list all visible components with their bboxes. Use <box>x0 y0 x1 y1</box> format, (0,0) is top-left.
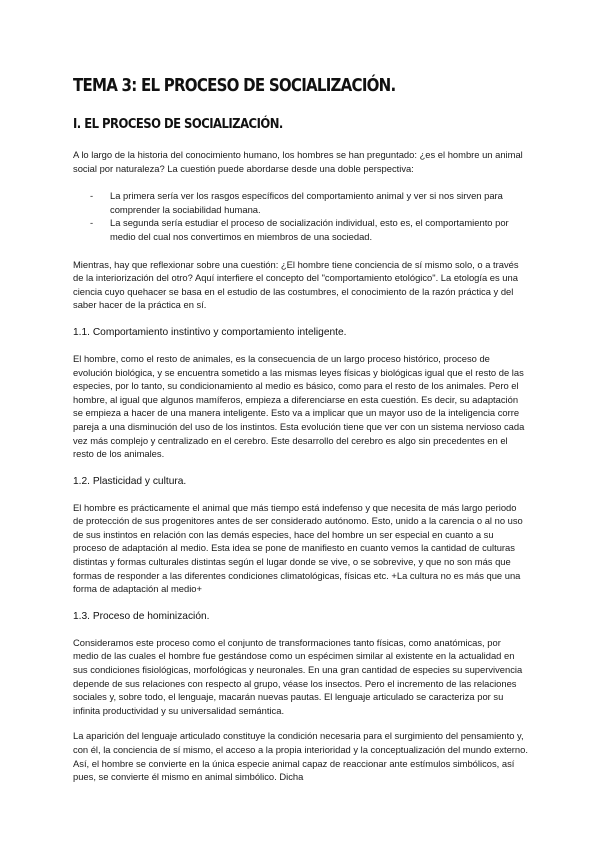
intro-paragraph: A lo largo de la historia del conocimiento humano, los hombres se han preguntado: ¿es el hombre un animal social por naturaleza? La cuestión puede abordarse desde una doble perspectiva: <box>73 149 523 174</box>
subsection-paragraph-1-3b: La aparición del lenguaje articulado constituye la condición necesaria para el surgimiento del pensamiento y, con él, la conciencia de sí mismo, el acceso a la propia interioridad y la conceptualización del mundo externo. Así, el hombre se convierte en la única especie animal capaz de reaccionar ante estímulos simbólicos, así pues, se convierte él mismo en animal simbólico. Dicha <box>73 730 528 783</box>
section-title: I. EL PROCESO DE SOCIALIZACIÓN. <box>73 116 283 132</box>
dash-bullet: - <box>90 217 94 229</box>
list-item-text: La segunda sería estudiar el proceso de socialización individual, esto es, el comportamiento por medio del cual nos convertimos en miembros de una sociedad. <box>110 217 509 242</box>
list-item <box>73 216 528 243</box>
subsection-title-1-3: 1.3. Proceso de hominización. <box>73 610 210 622</box>
document-content <box>73 76 528 784</box>
perspective-list <box>73 189 528 243</box>
list-item-text: La primera sería ver los rasgos específicos del comportamiento animal y ver si nos sirven para comprender la sociabilidad humana. <box>110 190 503 215</box>
subsection-title-1-1: 1.1. Comportamiento instintivo y comportamiento inteligente. <box>73 326 347 338</box>
subsection-paragraph-1-3a: Consideramos este proceso como el conjunto de transformaciones tanto físicas, como anatómicas, por medio de las cuales el hombre fue gestándose como un espécimen similar al existente en la actualidad en sus condiciones fisiológicas, morfológicas y neuronales. En una gran cantidad de especies su supervivencia depende de sus relaciones con respecto al grupo, véase los insectos. Pero el incremento de las relaciones sociales y, sobre todo, el lenguaje, macarán nuevas pautas. El lenguaje articulado se caracteriza por su infinita productividad y su universalidad semántica. <box>73 636 523 716</box>
document-title: TEMA 3: EL PROCESO DE SOCIALIZACIÓN. <box>73 76 396 96</box>
list-item <box>73 189 528 216</box>
dash-bullet: - <box>90 190 94 202</box>
subsection-title-1-2: 1.2. Plasticidad y cultura. <box>73 475 187 487</box>
subsection-paragraph-1-1: El hombre, como el resto de animales, es la consecuencia de un largo proceso histórico, proceso de evolución biológica, y se encuentra sometido a las mismas leyes físicas y biológicas igual que el resto de las especies, por lo tanto, su condicionamiento al medio es básico, como para el resto de los animales. Pero el hombre, al igual que algunos mamíferos, empieza a diferenciarse en esta cuestión. Es decir, su adaptación se empieza a hacer de una manera inteligente. Esto va a implicar que un mayor uso de la inteligencia corre pareja a una disminución del uso de los instintos. Esta evolución tiene que ver con un sistema nervioso cada vez más complejo y centralizado en el cerebro. Este desarrollo del cerebro es algo sin precedentes en el resto de los animales. <box>73 352 525 460</box>
reflection-paragraph: Mientras, hay que reflexionar sobre una cuestión: ¿El hombre tiene conciencia de sí mismo solo, o a través de la interiorización del otro? Aquí interfiere el concepto del "comportamiento etológico". La etología es una ciencia cuyo quehacer se basa en el estudio de las costumbres, el conocimiento de la razón práctica y del saber hacer de la práctica en sí. <box>73 258 519 311</box>
subsection-paragraph-1-2: El hombre es prácticamente el animal que más tiempo está indefenso y que necesita de más largo periodo de protección de sus progenitores antes de ser considerado autónomo. Esto, unido a la carencia o al no uso de sus instintos en relación con las demás especies, hace del hombre un ser especial en cuanto a su proceso de adaptación al medio. Esta idea se pone de manifiesto en cuanto vemos la cantidad de culturas distintas y formas culturales distintas según el lugar donde se vive, o se sobrevive, y que no son más que formas de responder a las diferentes condiciones climatológicas, físicas etc. +La cultura no es más que una forma de adaptación al medio+ <box>73 501 523 595</box>
